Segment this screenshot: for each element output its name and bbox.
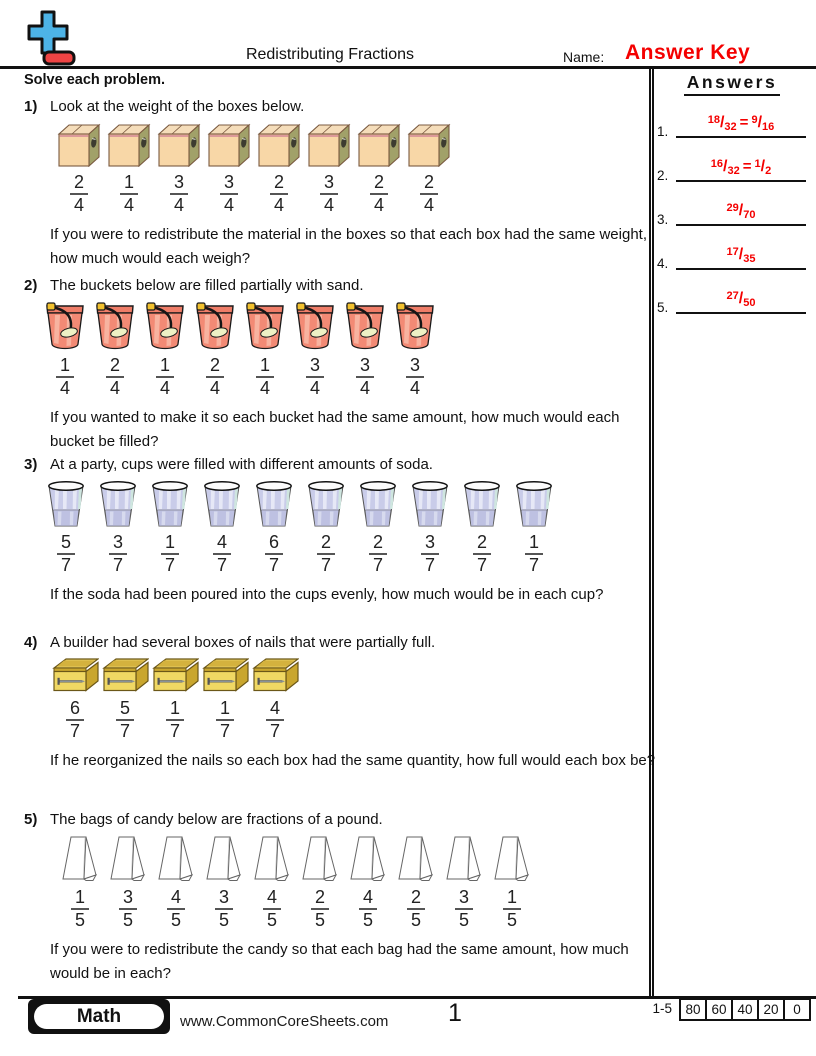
fraction (306, 355, 324, 399)
page-number: 1 (448, 999, 462, 1027)
answer-number: 4. (657, 256, 669, 271)
fraction-numerator: 2 (476, 532, 487, 552)
fraction-denominator: 5 (215, 908, 233, 931)
fraction-denominator: 4 (170, 193, 188, 216)
item-column (404, 479, 456, 576)
bucket-icon (393, 300, 437, 350)
answer-blank-line (676, 136, 806, 138)
fraction-denominator: 7 (525, 553, 543, 576)
answer-row (656, 282, 808, 316)
problem-number: 5) (24, 811, 38, 828)
fraction-denominator: 7 (421, 553, 439, 576)
nail-box-icon (101, 657, 149, 693)
fraction-numerator: 5 (60, 532, 71, 552)
candy-bag-icon (108, 834, 148, 882)
score-range-label: 1-5 (652, 1001, 672, 1016)
fraction-numerator: 4 (266, 887, 277, 907)
fraction (370, 172, 388, 216)
fraction (455, 887, 473, 931)
item-column (254, 121, 304, 216)
item-column (100, 657, 150, 742)
fraction (215, 887, 233, 931)
soda-cup-icon (98, 479, 138, 527)
cardboard-box-icon (307, 121, 351, 167)
name-label: Name: (563, 49, 605, 65)
fraction (420, 172, 438, 216)
problem-items-row (54, 121, 646, 216)
problem-question: If you were to redistribute the material in the boxes so that each box had the same weight, how much would each weigh? (50, 226, 648, 268)
fraction-denominator: 4 (206, 376, 224, 399)
fraction-numerator: 1 (123, 172, 134, 192)
fraction (266, 698, 284, 742)
candy-bag-icon (204, 834, 244, 882)
item-column (104, 834, 152, 931)
problem-question: If he reorganized the nails so each box had the same quantity, how full would each box be? (50, 752, 656, 770)
answer-row (656, 106, 808, 140)
fraction-numerator: 2 (273, 172, 284, 192)
answer-blank-line (676, 180, 806, 182)
problem-question: If you were to redistribute the candy so that each bag had the same amount, how much would be in each? (50, 941, 629, 983)
math-badge-label: Math (34, 1004, 164, 1029)
bucket-icon (293, 300, 337, 350)
fraction-numerator: 3 (173, 172, 184, 192)
item-column (196, 479, 248, 576)
item-column (200, 657, 250, 742)
problem-heading (24, 97, 646, 117)
fraction-denominator: 4 (356, 376, 374, 399)
soda-cup-icon (410, 479, 450, 527)
item-column (352, 479, 404, 576)
problem (24, 276, 646, 454)
fraction-denominator: 7 (66, 719, 84, 742)
problem-prompt: At a party, cups were filled with different amounts of soda. (50, 456, 433, 473)
fraction-denominator: 4 (370, 193, 388, 216)
fraction (525, 532, 543, 576)
fraction-numerator: 6 (268, 532, 279, 552)
fraction (166, 698, 184, 742)
fraction-denominator: 7 (317, 553, 335, 576)
nail-box-icon (251, 657, 299, 693)
candy-bag-icon (60, 834, 100, 882)
fraction-numerator: 2 (209, 355, 220, 375)
fraction-numerator: 3 (218, 887, 229, 907)
cardboard-box-icon (107, 121, 151, 167)
item-column (40, 479, 92, 576)
answer-blank-line (676, 224, 806, 226)
nail-box-icon (151, 657, 199, 693)
fraction-denominator: 4 (420, 193, 438, 216)
score-cell: 40 (731, 998, 759, 1021)
item-column (390, 300, 440, 399)
candy-bag-icon (396, 834, 436, 882)
fraction (119, 887, 137, 931)
fraction-denominator: 4 (320, 193, 338, 216)
item-column (300, 479, 352, 576)
item-column (190, 300, 240, 399)
answer-row (656, 194, 808, 228)
candy-bag-icon (252, 834, 292, 882)
problem (24, 455, 646, 607)
soda-cup-icon (358, 479, 398, 527)
fraction-numerator: 2 (314, 887, 325, 907)
fraction (170, 172, 188, 216)
fraction (120, 172, 138, 216)
cardboard-box-icon (357, 121, 401, 167)
cardboard-box-icon (157, 121, 201, 167)
math-badge (28, 999, 170, 1034)
soda-cup-icon (306, 479, 346, 527)
item-column (344, 834, 392, 931)
item-column (354, 121, 404, 216)
fraction (270, 172, 288, 216)
fraction-numerator: 3 (309, 355, 320, 375)
header-rule (0, 66, 816, 69)
fraction-denominator: 7 (266, 719, 284, 742)
answer-value: $^{17}/_{35}$ (726, 246, 756, 265)
item-column (250, 657, 300, 742)
answer-blank-line (676, 268, 806, 270)
fraction-numerator: 4 (362, 887, 373, 907)
item-column (456, 479, 508, 576)
answer-row (656, 150, 808, 184)
fraction-denominator: 5 (167, 908, 185, 931)
fraction (66, 698, 84, 742)
problem-number: 4) (24, 634, 38, 651)
item-column (54, 121, 104, 216)
problem-number: 3) (24, 456, 38, 473)
problem-question: If the soda had been poured into the cups evenly, how much would be in each cup? (50, 586, 604, 604)
item-column (40, 300, 90, 399)
score-cell: 20 (757, 998, 785, 1021)
fraction-numerator: 3 (323, 172, 334, 192)
answer-value: $^{27}/_{50}$ (726, 290, 756, 309)
item-column (488, 834, 536, 931)
fraction (220, 172, 238, 216)
fraction-numerator: 4 (170, 887, 181, 907)
fraction-numerator: 3 (359, 355, 370, 375)
nail-box-icon (51, 657, 99, 693)
fraction (369, 532, 387, 576)
fraction (473, 532, 491, 576)
cardboard-box-icon (57, 121, 101, 167)
fraction-denominator: 4 (406, 376, 424, 399)
fraction-denominator: 7 (161, 553, 179, 576)
fraction (161, 532, 179, 576)
fraction (503, 887, 521, 931)
problem-prompt: The bags of candy below are fractions of a pound. (50, 811, 383, 828)
candy-bag-icon (444, 834, 484, 882)
candy-bag-icon (156, 834, 196, 882)
fraction-denominator: 7 (116, 719, 134, 742)
fraction-numerator: 2 (73, 172, 84, 192)
instructions-label: Solve each problem. (24, 72, 166, 88)
fraction-denominator: 5 (311, 908, 329, 931)
item-column (248, 834, 296, 931)
problem-number: 2) (24, 277, 38, 294)
plus-minus-logo-icon (20, 6, 78, 68)
soda-cup-icon (514, 479, 554, 527)
item-column (152, 834, 200, 931)
item-column (104, 121, 154, 216)
answer-blank-line (676, 312, 806, 314)
fraction-denominator: 5 (263, 908, 281, 931)
problem-heading (24, 276, 646, 296)
fraction-denominator: 4 (270, 193, 288, 216)
fraction-denominator: 4 (156, 376, 174, 399)
fraction-numerator: 1 (506, 887, 517, 907)
bucket-icon (93, 300, 137, 350)
fraction-numerator: 2 (109, 355, 120, 375)
fraction (265, 532, 283, 576)
fraction-denominator: 7 (369, 553, 387, 576)
answer-number: 5. (657, 300, 669, 315)
soda-cup-icon (46, 479, 86, 527)
fraction (71, 887, 89, 931)
candy-bag-icon (300, 834, 340, 882)
problem-heading (24, 455, 646, 475)
bucket-icon (343, 300, 387, 350)
problem-prompt: The buckets below are filled partially with sand. (50, 277, 364, 294)
score-cell: 80 (679, 998, 707, 1021)
item-column (154, 121, 204, 216)
page-title: Redistributing Fractions (245, 46, 415, 63)
fraction-numerator: 5 (119, 698, 130, 718)
fraction (206, 355, 224, 399)
problem (24, 810, 646, 986)
fraction (263, 887, 281, 931)
item-column (150, 657, 200, 742)
fraction-numerator: 3 (458, 887, 469, 907)
problem-items-row (56, 834, 646, 931)
fraction-denominator: 7 (57, 553, 75, 576)
score-strip (652, 998, 811, 1021)
answer-number: 2. (657, 168, 669, 183)
fraction (421, 532, 439, 576)
bucket-icon (143, 300, 187, 350)
fraction (407, 887, 425, 931)
candy-bag-icon (492, 834, 532, 882)
fraction (56, 355, 74, 399)
soda-cup-icon (150, 479, 190, 527)
fraction (156, 355, 174, 399)
fraction (406, 355, 424, 399)
fraction-denominator: 5 (359, 908, 377, 931)
fraction (359, 887, 377, 931)
item-column (404, 121, 454, 216)
fraction-denominator: 5 (503, 908, 521, 931)
item-column (200, 834, 248, 931)
fraction-denominator: 4 (256, 376, 274, 399)
fraction-numerator: 3 (223, 172, 234, 192)
fraction-denominator: 4 (70, 193, 88, 216)
fraction-numerator: 2 (410, 887, 421, 907)
answer-number: 3. (657, 212, 669, 227)
fraction-numerator: 6 (69, 698, 80, 718)
fraction-numerator: 3 (409, 355, 420, 375)
fraction (116, 698, 134, 742)
item-column (140, 300, 190, 399)
cardboard-box-icon (407, 121, 451, 167)
fraction-numerator: 1 (59, 355, 70, 375)
fraction-denominator: 5 (71, 908, 89, 931)
fraction-denominator: 7 (166, 719, 184, 742)
fraction-numerator: 3 (112, 532, 123, 552)
item-column (508, 479, 560, 576)
fraction (216, 698, 234, 742)
fraction-numerator: 2 (423, 172, 434, 192)
cardboard-box-icon (207, 121, 251, 167)
item-column (92, 479, 144, 576)
fraction (109, 532, 127, 576)
fraction (213, 532, 231, 576)
fraction-numerator: 1 (169, 698, 180, 718)
item-column (240, 300, 290, 399)
problem-items-row (50, 657, 646, 742)
fraction-numerator: 4 (216, 532, 227, 552)
fraction (106, 355, 124, 399)
score-cell: 0 (783, 998, 811, 1021)
fraction-numerator: 2 (320, 532, 331, 552)
item-column (392, 834, 440, 931)
bucket-icon (243, 300, 287, 350)
item-column (50, 657, 100, 742)
item-column (90, 300, 140, 399)
fraction (57, 532, 75, 576)
nail-box-icon (201, 657, 249, 693)
soda-cup-icon (202, 479, 242, 527)
fraction (317, 532, 335, 576)
fraction-numerator: 1 (74, 887, 85, 907)
answer-number: 1. (657, 124, 669, 139)
problem-question: If you wanted to make it so each bucket had the same amount, how much would each bucket be filled? (50, 409, 620, 451)
fraction-denominator: 7 (473, 553, 491, 576)
fraction-denominator: 7 (216, 719, 234, 742)
problem (24, 633, 656, 773)
answer-value: $^{18}/_{32} = ^9/_{16}$ (707, 114, 775, 133)
fraction-numerator: 2 (373, 172, 384, 192)
fraction (320, 172, 338, 216)
problem-number: 1) (24, 98, 38, 115)
fraction-numerator: 2 (372, 532, 383, 552)
soda-cup-icon (462, 479, 502, 527)
fraction-denominator: 7 (109, 553, 127, 576)
score-cell: 60 (705, 998, 733, 1021)
answers-heading: Answers (684, 72, 780, 96)
name-value: Answer Key (625, 41, 751, 64)
item-column (296, 834, 344, 931)
fraction-denominator: 5 (119, 908, 137, 931)
fraction-denominator: 4 (306, 376, 324, 399)
item-column (440, 834, 488, 931)
fraction (311, 887, 329, 931)
fraction (256, 355, 274, 399)
fraction-denominator: 5 (455, 908, 473, 931)
item-column (304, 121, 354, 216)
fraction-numerator: 4 (269, 698, 280, 718)
problem-items-row (40, 300, 646, 399)
fraction-numerator: 3 (122, 887, 133, 907)
fraction-numerator: 1 (219, 698, 230, 718)
fraction-numerator: 1 (528, 532, 539, 552)
item-column (248, 479, 300, 576)
fraction (356, 355, 374, 399)
fraction-numerator: 1 (164, 532, 175, 552)
item-column (144, 479, 196, 576)
fraction (70, 172, 88, 216)
problem (24, 97, 646, 271)
fraction-denominator: 4 (220, 193, 238, 216)
problem-prompt: A builder had several boxes of nails that were partially full. (50, 634, 436, 651)
fraction (167, 887, 185, 931)
fraction-denominator: 7 (213, 553, 231, 576)
problem-heading (24, 810, 646, 830)
fraction-numerator: 3 (424, 532, 435, 552)
website-text: www.CommonCoreSheets.com (180, 1013, 389, 1030)
fraction-denominator: 4 (106, 376, 124, 399)
answer-value: $^{16}/_{32} = ^1/_2$ (710, 158, 772, 177)
bucket-icon (43, 300, 87, 350)
item-column (290, 300, 340, 399)
bucket-icon (193, 300, 237, 350)
answers-panel (656, 72, 808, 96)
item-column (56, 834, 104, 931)
candy-bag-icon (348, 834, 388, 882)
fraction-denominator: 4 (120, 193, 138, 216)
soda-cup-icon (254, 479, 294, 527)
fraction-denominator: 5 (407, 908, 425, 931)
fraction-denominator: 4 (56, 376, 74, 399)
answer-value: $^{29}/_{70}$ (726, 202, 756, 221)
answer-row (656, 238, 808, 272)
item-column (204, 121, 254, 216)
answers-divider (649, 69, 654, 997)
item-column (340, 300, 390, 399)
problem-heading (24, 633, 646, 653)
problem-items-row (40, 479, 646, 576)
cardboard-box-icon (257, 121, 301, 167)
fraction-numerator: 1 (159, 355, 170, 375)
fraction-denominator: 7 (265, 553, 283, 576)
fraction-numerator: 1 (259, 355, 270, 375)
problem-prompt: Look at the weight of the boxes below. (50, 98, 305, 115)
